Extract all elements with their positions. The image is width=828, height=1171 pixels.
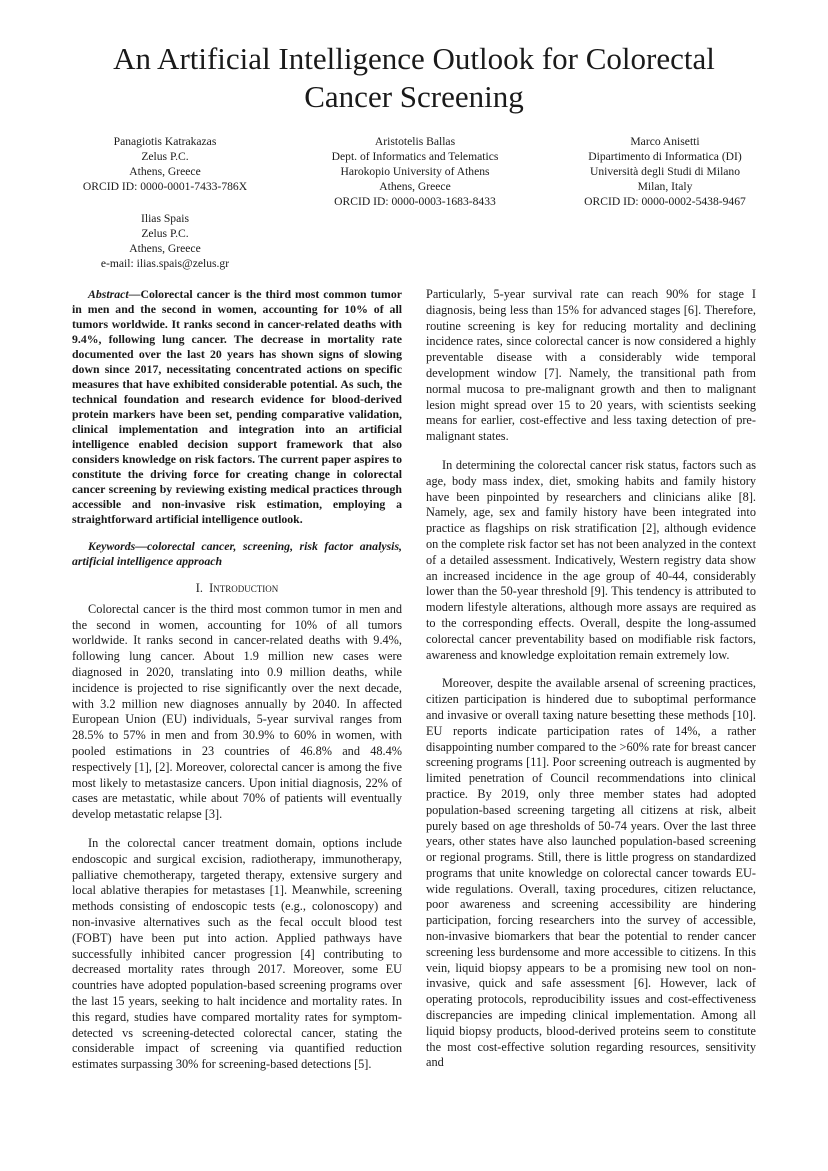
body-paragraph: In the colorectal cancer treatment domain, options include endoscopic and surgical excision, radiotherapy, immunotherapy, palliative chemotherapy, targeted therapy, extensive surgery and local ablative therapies for metastases [1]. Meanwhile, screening methods consisting of endoscopic tests (e.g., colonoscopy) and non-invasive alternatives such as the fecal occult blood test (FOBT) have been put into action. Applied pathways have successfully inhibited cancer progression [4] contributing to decreased mortality rates through 2017. Moreover, some EU countries have adopted population-based screening programs over the last 15 years, seeking to halt incidence and mortality rates. In this regard, studies have compared mortality rates for symptom-detected vs screening-detected colorectal cancer, stating the considerable impact of screening via quantified reduction estimates surpassing 30% for screening-based detections [5].: [72, 835, 402, 1072]
author-block-2: [310, 134, 520, 209]
title-line-2: Cancer Screening: [304, 79, 524, 114]
author-affiliation: Zelus P.C.: [141, 227, 189, 240]
section-numeral: I.: [195, 581, 203, 595]
keywords-lead: Keywords: [88, 539, 136, 553]
paper-title: [40, 40, 788, 116]
author-affiliation: Zelus P.C.: [141, 150, 189, 163]
author-affiliation: Harokopio University of Athens: [340, 165, 490, 178]
author-orcid: ORCID ID: 0000-0002-5438-9467: [584, 195, 746, 208]
body-paragraph: Moreover, despite the available arsenal of screening practices, citizen participation is hindered due to suboptimal performance and invasive or overall taxing nature besetting these methods [10]. EU reports indicate participation rates of 14%, a rather disappointing number compared to the >60% rate for breast cancer screening programs [11]. Poor screening outreach is augmented by limited penetration of Council recommendations into clinical practice. By 2019, only three member states had adopted population-based screening targeting all citizens at risk, albeit purely based on age thresholds of 50-74 years. Over the last three years, other states have also launched population-based screening or regional programs. Still, there is little progress on standardized programs that unite knowledge on colorectal cancer towards EU-wide regulations. Overall, taxing procedures, citizen reluctance, poor awareness and screening accessibility are hindering participation, forcing researchers into the survey of accessible, non-invasive biomarkers that bear the potential to render cancer screening less burdensome and more accessible to citizens. In this vein, liquid biopsy appears to be a promising new tool on non-invasive, quick and safe assessment [6]. However, lack of operating protocols, reproducibility issues and cost-effectiveness discrepancies are impeding clinical implementation. Among all liquid biopsy products, blood-derived proteins seem to constitute the most cost-effective solution regarding resources, sensitivity and: [426, 676, 756, 1070]
author-location: Athens, Greece: [129, 165, 201, 178]
author-name: Aristotelis Ballas: [374, 135, 456, 148]
abstract-text: —Colorectal cancer is the third most common tumor in men and the second in women, accounting for 10% of all tumors worldwide. It ranks second in cancer-related deaths with 9.4%, following lung cancer. The decrease in mortality rate documented over the last 20 years has shown signs of slowing down since 2017, necessitating concentrated actions on specific measures that have exhibited considerable potential. As such, the technical foundation and research evidence for blood-derived protein markers have been set, pending comparative validation, clinical implementation and integration into an artificial intelligence enabled decision support framework that also considers knowledge on risk factors. The current paper aspires to constitute the driving force for creating change in colorectal cancer screening by reviewing existing medical practices through accessible and non-invasive risk estimation, employing a straightforward artificial intelligence outlook.: [72, 287, 402, 526]
author-name: Panagiotis Katrakazas: [113, 135, 217, 148]
section-heading-introduction: [72, 581, 402, 597]
author-block-3: [560, 134, 770, 209]
abstract: [72, 287, 402, 527]
section-title: Introduction: [209, 581, 279, 595]
keywords: [72, 539, 402, 569]
body-paragraph: Colorectal cancer is the third most common tumor in men and the second in women, accounting for 10% of all tumors worldwide. It ranks second in cancer-related deaths with 9.4%, following lung cancer. About 1.9 million new cases were diagnosed in 2020, translating into 0.9 million deaths, while incidence is projected to rise significantly over the next decade, with 3.2 million new diagnoses annually by 2040. In affected European Union (EU) individuals, 5-year survival ranges from 28.5% to 57% in men and from 30.9% to 60% in women, with pooled estimations in 23 countries of 46.8% and 48.4% respectively [1], [2]. Moreover, colorectal cancer is among the five most likely to metastasize cancers. Upon initial diagnosis, 22% of cases are metastatic, while about 70% of patients will eventually develop metastatic relapse [3].: [72, 601, 402, 822]
left-column: [72, 287, 402, 1073]
author-block-1: [60, 134, 270, 194]
author-name: Marco Anisetti: [630, 135, 700, 148]
right-column: [426, 287, 756, 1071]
author-orcid: ORCID ID: 0000-0003-1683-8433: [334, 195, 496, 208]
author-affiliation: Dept. of Informatics and Telematics: [331, 150, 499, 163]
abstract-lead: Abstract: [88, 287, 129, 301]
author-email: e-mail: ilias.spais@zelus.gr: [100, 257, 230, 270]
body-paragraph: In determining the colorectal cancer risk status, factors such as age, body mass index, diet, smoking habits and family history have been pinpointed by researchers and clinicians alike [8]. Namely, age, sex and family history have been integrated into practice as flagships on risk stratification [2], although evidence on the complete risk factor set has not been analyzed in the context of a detailed assessment. Indicatively, Western registry data show an increased incidence in the age group of 40-44, considerably lower than the 50-year threshold [9]. This tendency is attributed to modern lifestyle alterations, although more assays are required as to the corresponding effects. Overall, despite the long-assumed colorectal cancer preventability based on modifiable risk factors, awareness and knowledge exploitation remain extremely low.: [426, 457, 756, 662]
author-affiliation: Dipartimento di Informatica (DI): [588, 150, 742, 163]
title-line-1: An Artificial Intelligence Outlook for Colorectal: [113, 41, 715, 76]
author-orcid: ORCID ID: 0000-0001-7433-786X: [82, 180, 248, 193]
author-affiliation: Università degli Studi di Milano: [589, 165, 741, 178]
author-location: Athens, Greece: [129, 242, 201, 255]
author-location: Milan, Italy: [637, 180, 693, 193]
author-block-4: [60, 211, 270, 271]
body-paragraph: Particularly, 5-year survival rate can reach 90% for stage I diagnosis, being less than 15% for advanced stages [6]. Therefore, routine screening is key for reducing mortality and declining incidence rates, since colorectal cancer is now considered a highly preventable disease with a considerably wide temporal development window [7]. Namely, the transitional path from normal mucosa to pre-malignant growth and then to malignant lesion might spread over 15 to 20 years, with scientists seeking means for earlier, cost-effective and less taxing detection of pre-malignant states.: [426, 287, 756, 444]
keywords-text: —colorectal cancer, screening, risk factor analysis, artificial intelligence approach: [72, 539, 402, 568]
author-location: Athens, Greece: [379, 180, 451, 193]
author-name: Ilias Spais: [141, 212, 189, 225]
